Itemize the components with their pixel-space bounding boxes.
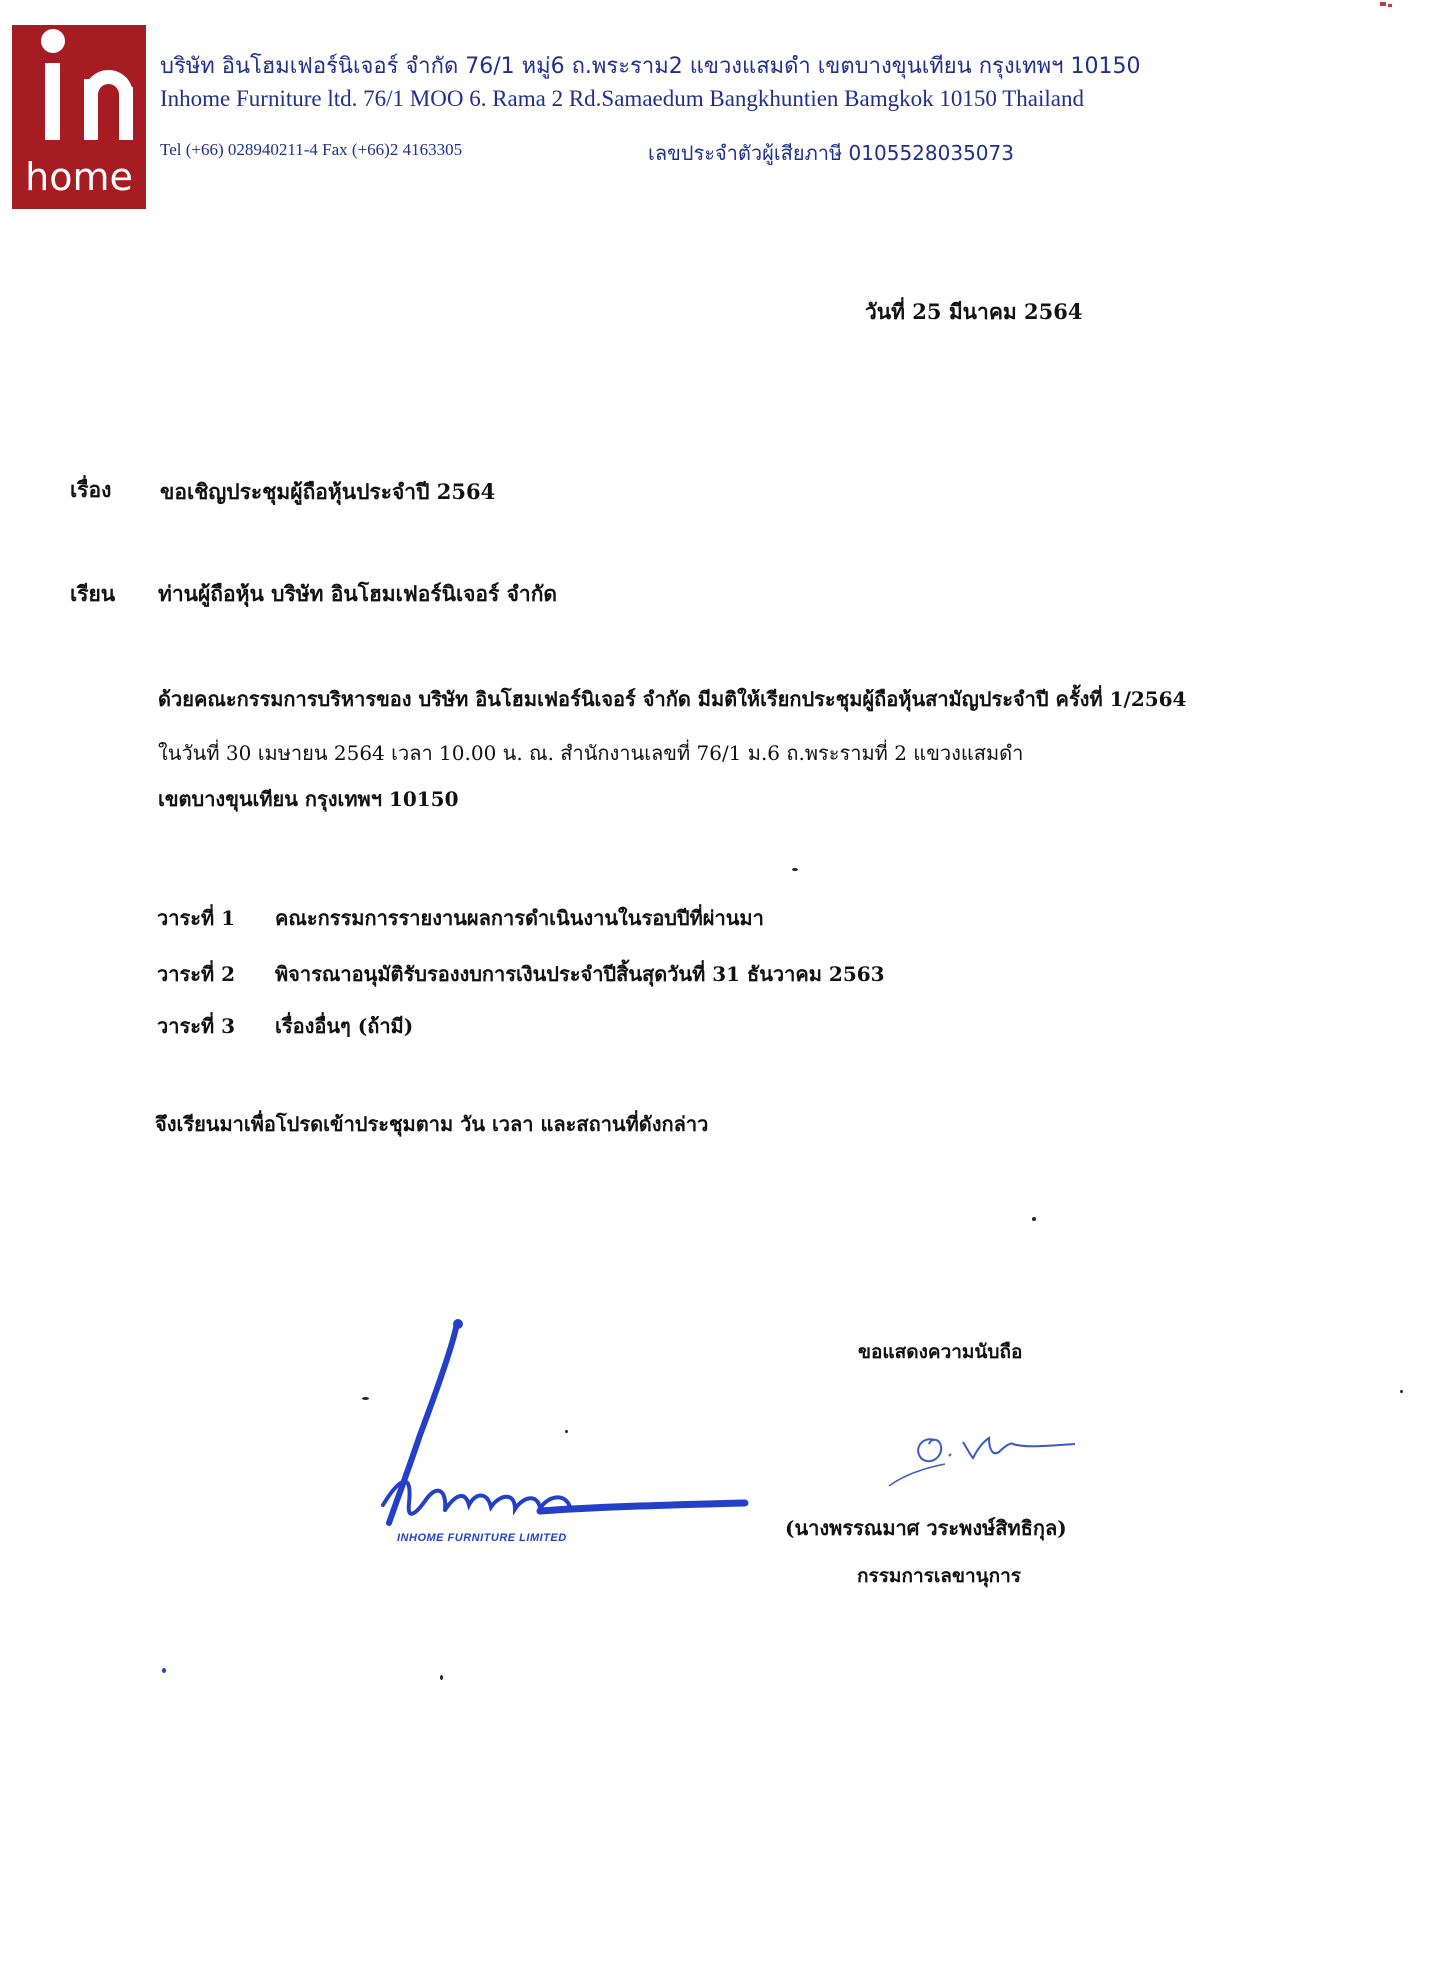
logo-i-dot bbox=[41, 29, 65, 53]
logo-n-right bbox=[119, 87, 133, 140]
signer-position: กรรมการเลขานุการ bbox=[857, 1565, 1021, 1587]
subject-text: ขอเชิญประชุมผู้ถือหุ้นประจำปี 2564 bbox=[160, 479, 496, 504]
agenda-number: วาระที่ 1 bbox=[157, 906, 236, 930]
logo-n-left bbox=[84, 79, 98, 140]
company-name-thai: บริษัท อินโฮมเฟอร์นิเจอร์ จำกัด 76/1 หมู่6 ถ.พระราม2 แขวงแสมดำ เขตบางขุนเทียน กรุงเทพฯ 10150 bbox=[160, 54, 1141, 79]
scan-speck bbox=[162, 1668, 166, 1673]
body-line-3: เขตบางขุนเทียน กรุงเทพฯ 10150 bbox=[158, 787, 459, 811]
scan-speck bbox=[1400, 1390, 1403, 1393]
agenda-number: วาระที่ 2 bbox=[157, 962, 236, 986]
stamp-caption: INHOME FURNITURE LIMITED bbox=[397, 1532, 567, 1544]
scan-speck bbox=[565, 1430, 568, 1433]
company-logo bbox=[12, 25, 146, 209]
agenda-number: วาระที่ 3 bbox=[157, 1014, 236, 1038]
letter-date: วันที่ 25 มีนาคม 2564 bbox=[865, 299, 1083, 324]
company-tel-fax: Tel (+66) 028940211-4 Fax (+66)2 4163305 bbox=[160, 140, 463, 159]
regards-text: ขอแสดงความนับถือ bbox=[858, 1341, 1023, 1363]
handwritten-signature bbox=[885, 1418, 1095, 1498]
logo-i-stem bbox=[45, 63, 60, 140]
company-tax-id: เลขประจำตัวผู้เสียภาษี 0105528035073 bbox=[648, 141, 1014, 165]
closing-sentence: จึงเรียนมาเพื่อโปรดเข้าประชุมตาม วัน เวลา และสถานที่ดังกล่าว bbox=[155, 1112, 709, 1136]
agenda-text: คณะกรรมการรายงานผลการดำเนินงานในรอบปีที่ผ่านมา bbox=[275, 906, 764, 930]
scan-corner-mark bbox=[1378, 0, 1396, 12]
scan-speck bbox=[792, 868, 798, 871]
scan-speck bbox=[440, 1675, 443, 1680]
agenda-text: เรื่องอื่นๆ (ถ้ามี) bbox=[275, 1014, 414, 1038]
logo-word: home bbox=[25, 155, 133, 199]
subject-label: เรื่อง bbox=[70, 477, 112, 502]
body-line-1: ด้วยคณะกรรมการบริหารของ บริษัท อินโฮมเฟอร์นิเจอร์ จำกัด มีมติให้เรียกประชุมผู้ถือหุ้นสามัญประจำปี ครั้งที่ 1/2564 bbox=[158, 687, 1187, 711]
agenda-text: พิจารณาอนุมัติรับรองงบการเงินประจำปีสิ้นสุดวันที่ 31 ธันวาคม 2563 bbox=[275, 962, 885, 986]
body-line-2: ในวันที่ 30 เมษายน 2564 เวลา 10.00 น. ณ. สำนักงานเลขที่ 76/1 ม.6 ถ.พระรามที่ 2 แขวงแสมดำ bbox=[158, 741, 1024, 765]
scan-speck bbox=[362, 1397, 369, 1400]
scan-speck bbox=[1032, 1217, 1036, 1221]
company-name-english: Inhome Furniture ltd. 76/1 MOO 6. Rama 2 Rd.Samaedum Bangkhuntien Bamgkok 10150 Thailand bbox=[160, 86, 1084, 111]
recipient-text: ท่านผู้ถือหุ้น บริษัท อินโฮมเฟอร์นิเจอร์ จำกัด bbox=[158, 581, 558, 606]
recipient-label: เรียน bbox=[70, 581, 116, 606]
signer-name: (นางพรรณมาศ วระพงษ์สิทธิกุล) bbox=[785, 1516, 1067, 1540]
